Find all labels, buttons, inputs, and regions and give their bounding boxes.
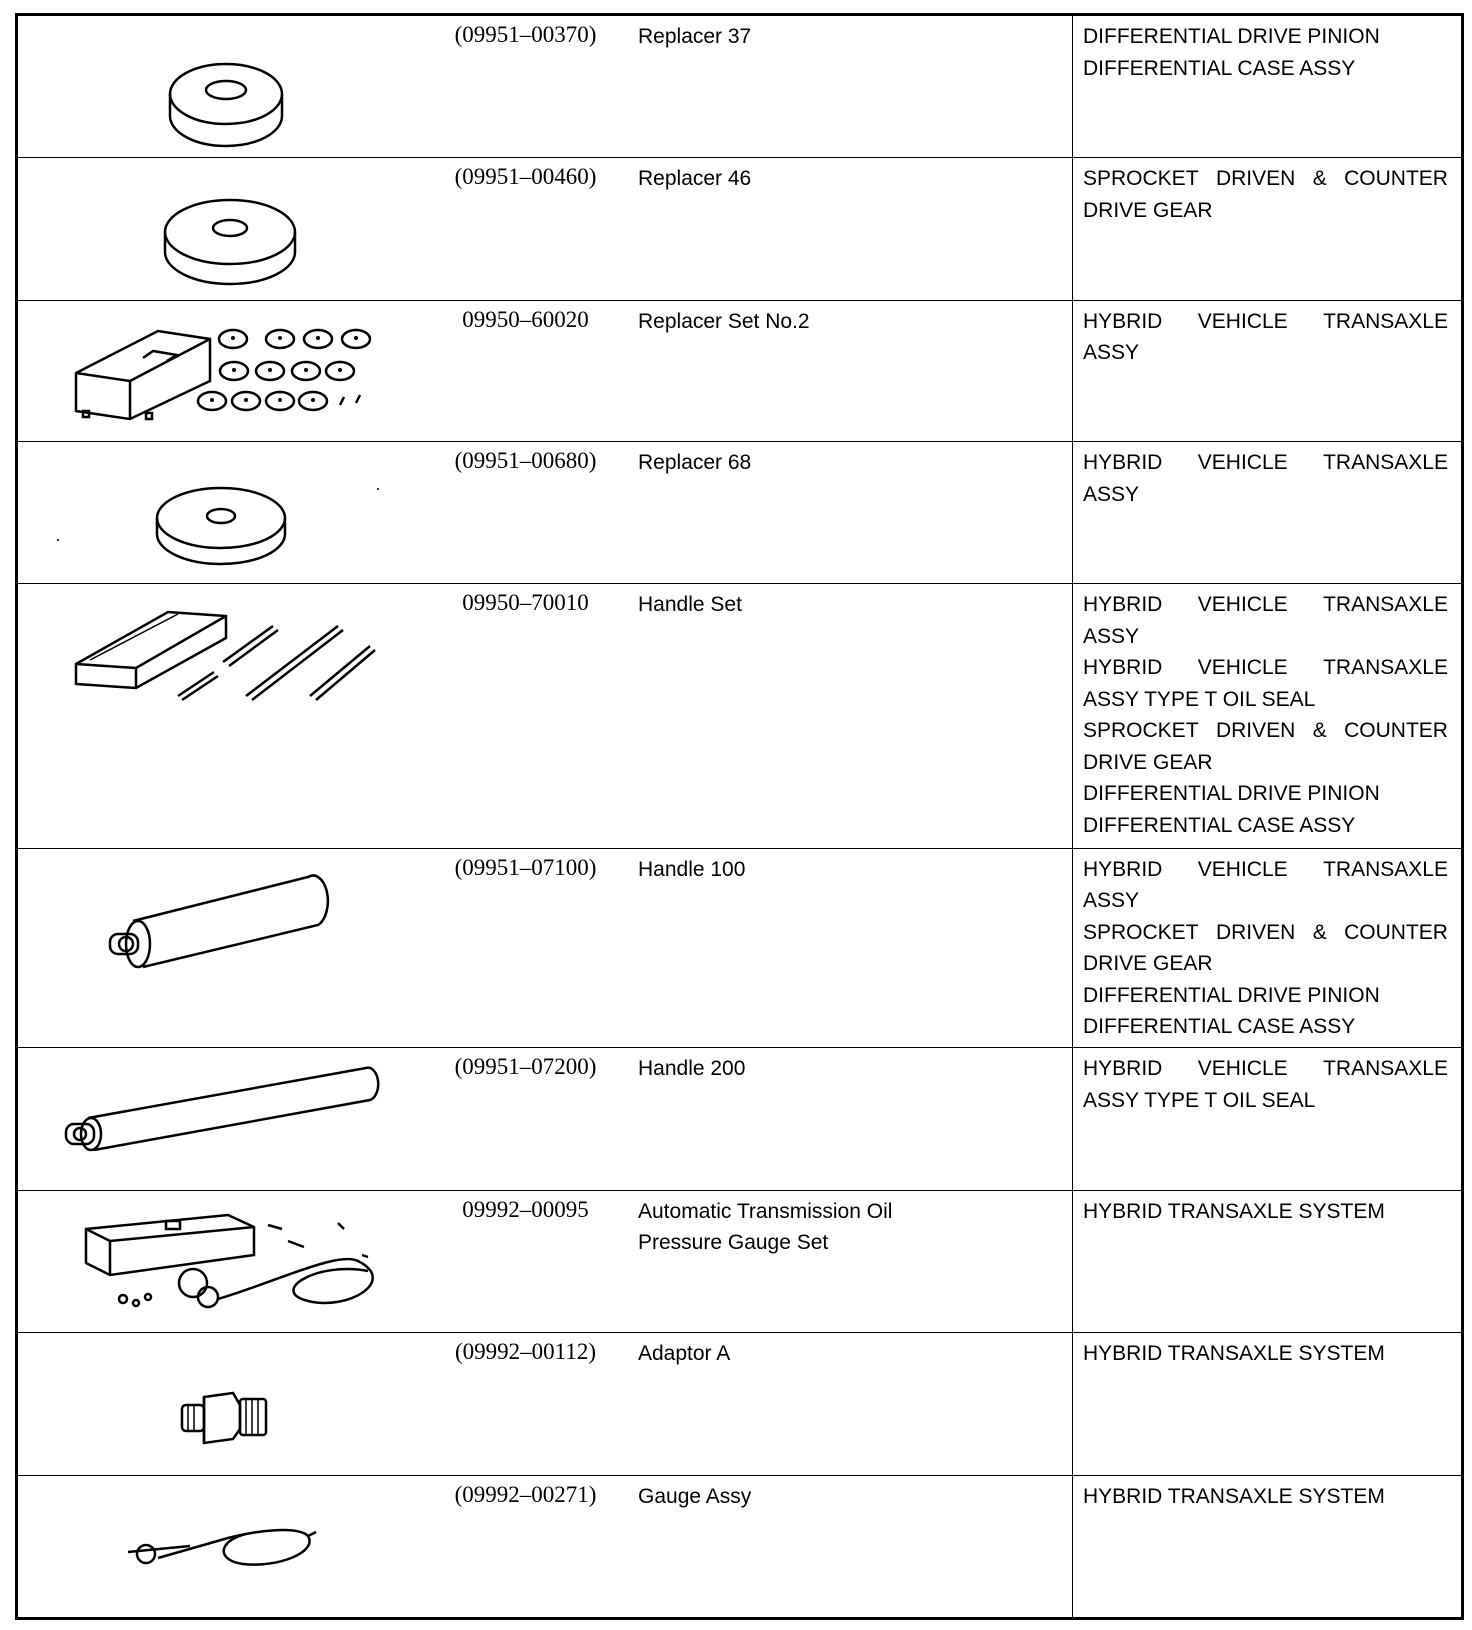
usage-word: ASSY TYPE T OIL SEAL <box>1083 687 1316 711</box>
usage-line <box>1083 195 1448 227</box>
usage-word: ASSY <box>1083 889 1140 913</box>
tool-cell <box>17 848 1073 1048</box>
tool-cell <box>17 1333 1073 1475</box>
usage-word: COUNTER <box>1344 719 1448 743</box>
usage-word: VEHICLE <box>1197 451 1288 475</box>
usage-word: HYBRID TRANSAXLE SYSTEM <box>1083 1342 1385 1366</box>
usage-cell <box>1073 1333 1463 1475</box>
usage-list <box>1073 158 1461 226</box>
handle-long-icon <box>18 1048 433 1189</box>
usage-word: DRIVEN <box>1215 719 1296 743</box>
special-service-tools-table <box>15 13 1464 1620</box>
usage-cell <box>1073 1190 1463 1332</box>
usage-word: VEHICLE <box>1197 1057 1288 1081</box>
usage-list <box>1073 442 1461 510</box>
usage-word: DIFFERENTIAL CASE ASSY <box>1083 56 1356 80</box>
usage-word: DRIVEN <box>1215 167 1296 191</box>
usage-line <box>1083 337 1448 369</box>
tool-cell <box>17 1048 1073 1190</box>
usage-word: DRIVE GEAR <box>1083 198 1213 222</box>
usage-line <box>1083 1481 1448 1513</box>
table-body <box>17 15 1463 1619</box>
tool-name <box>638 589 1058 620</box>
table-row <box>17 300 1463 441</box>
usage-cell <box>1073 442 1463 584</box>
tool-cell <box>17 158 1073 300</box>
usage-word: VEHICLE <box>1197 593 1288 617</box>
replacer-disc-icon <box>18 16 433 157</box>
gauge-hose-icon <box>18 1476 433 1618</box>
tool-name <box>638 1196 1058 1258</box>
usage-line <box>1083 1196 1448 1228</box>
table-row <box>17 1190 1463 1332</box>
usage-line <box>1083 715 1448 747</box>
part-number: 09950–70010 <box>462 590 589 616</box>
part-number: (09951–07100) <box>454 854 597 880</box>
usage-word: VEHICLE <box>1197 309 1288 333</box>
usage-line <box>1083 980 1448 1012</box>
table-row <box>17 848 1463 1048</box>
usage-line <box>1083 810 1448 842</box>
tool-name <box>638 163 1058 194</box>
usage-word: TRANSAXLE <box>1323 656 1448 680</box>
usage-word: DRIVE GEAR <box>1083 750 1213 774</box>
handle-short-icon <box>18 849 433 1048</box>
tool-name-line: Gauge Assy <box>638 1484 752 1508</box>
table-row <box>17 158 1463 300</box>
usage-line <box>1083 1053 1448 1085</box>
usage-list <box>1073 16 1461 84</box>
usage-line <box>1083 854 1448 886</box>
usage-word: COUNTER <box>1344 920 1448 944</box>
tool-cell <box>17 1190 1073 1332</box>
tool-name-line: Pressure Gauge Set <box>638 1230 829 1254</box>
usage-list <box>1073 1048 1461 1116</box>
usage-line <box>1083 747 1448 779</box>
usage-list <box>1073 1476 1461 1513</box>
usage-line <box>1083 652 1448 684</box>
usage-word: DIFFERENTIAL DRIVE PINION <box>1083 25 1380 48</box>
usage-word: & <box>1312 920 1327 944</box>
tool-name-line: Replacer 68 <box>638 451 752 475</box>
usage-cell <box>1073 1048 1463 1190</box>
usage-line <box>1083 53 1448 85</box>
tool-name-line: Replacer 46 <box>638 167 752 191</box>
tool-cell <box>17 584 1073 848</box>
usage-word: HYBRID <box>1083 656 1163 680</box>
usage-line <box>1083 1338 1448 1370</box>
usage-line <box>1083 1011 1448 1043</box>
tool-name <box>638 1338 1058 1369</box>
usage-word: SPROCKET <box>1083 719 1199 743</box>
usage-word: HYBRID <box>1083 309 1163 333</box>
usage-word: TRANSAXLE <box>1323 1057 1448 1081</box>
usage-line <box>1083 479 1448 511</box>
usage-word: TRANSAXLE <box>1323 451 1448 475</box>
usage-word: VEHICLE <box>1197 656 1288 680</box>
part-number: (09992–00271) <box>454 1481 597 1507</box>
part-number: (09951–00370) <box>454 22 597 47</box>
usage-cell <box>1073 1475 1463 1619</box>
table-row <box>17 1475 1463 1619</box>
usage-word: SPROCKET <box>1083 920 1199 944</box>
usage-word: HYBRID <box>1083 451 1163 475</box>
usage-word: TRANSAXLE <box>1323 857 1448 881</box>
tool-name-line: Handle 200 <box>638 1057 746 1081</box>
usage-list <box>1073 849 1461 1043</box>
usage-cell <box>1073 848 1463 1048</box>
usage-line <box>1083 1085 1448 1117</box>
usage-word: VEHICLE <box>1197 857 1288 881</box>
tool-name <box>638 306 1058 337</box>
usage-list <box>1073 584 1461 841</box>
tool-name <box>638 1481 1058 1512</box>
usage-word: HYBRID TRANSAXLE SYSTEM <box>1083 1484 1385 1508</box>
usage-line <box>1083 948 1448 980</box>
tool-name-line: Handle 100 <box>638 857 746 881</box>
tool-cell <box>17 1475 1073 1619</box>
usage-word: DRIVE GEAR <box>1083 952 1213 976</box>
usage-word: DRIVEN <box>1215 920 1296 944</box>
part-number: (09992–00112) <box>455 1339 596 1365</box>
usage-word: TRANSAXLE <box>1323 593 1448 617</box>
tool-name-line: Replacer Set No.2 <box>638 309 810 333</box>
table-row <box>17 442 1463 584</box>
usage-word: & <box>1312 719 1327 743</box>
replacer-disc-icon <box>18 158 433 299</box>
part-number: (09951–00460) <box>454 164 597 190</box>
part-number: 09992–00095 <box>462 1196 589 1222</box>
usage-word: SPROCKET <box>1083 167 1199 191</box>
tool-cell <box>17 15 1073 158</box>
table-row <box>17 1333 1463 1475</box>
tool-name <box>638 447 1058 478</box>
handle-set-case-icon <box>18 584 433 847</box>
replacer-set-case-icon <box>18 301 433 441</box>
tool-cell <box>17 442 1073 584</box>
usage-word: HYBRID <box>1083 593 1163 617</box>
usage-line <box>1083 306 1448 338</box>
tool-name <box>638 1053 1058 1084</box>
tool-name-line: Adaptor A <box>638 1342 731 1366</box>
usage-word: ASSY <box>1083 341 1140 365</box>
usage-word: DIFFERENTIAL DRIVE PINION <box>1083 782 1380 806</box>
usage-line <box>1083 589 1448 621</box>
usage-word: HYBRID <box>1083 1057 1163 1081</box>
tool-name-line: Automatic Transmission Oil <box>638 1199 893 1223</box>
usage-word: HYBRID TRANSAXLE SYSTEM <box>1083 1199 1385 1223</box>
table-row <box>17 15 1463 158</box>
usage-line <box>1083 21 1448 53</box>
usage-line <box>1083 885 1448 917</box>
usage-cell <box>1073 158 1463 300</box>
usage-word: DIFFERENTIAL DRIVE PINION <box>1083 983 1380 1007</box>
replacer-disc-flat-icon <box>18 442 433 583</box>
usage-list <box>1073 1333 1461 1370</box>
usage-word: HYBRID <box>1083 857 1163 881</box>
usage-word: DIFFERENTIAL CASE ASSY <box>1083 813 1356 837</box>
usage-word: COUNTER <box>1344 167 1448 191</box>
usage-line <box>1083 621 1448 653</box>
gauge-set-case-icon <box>18 1191 433 1332</box>
tool-name-line: Replacer 37 <box>638 25 752 48</box>
part-number: (09951–00680) <box>454 448 597 474</box>
usage-word: ASSY <box>1083 624 1140 648</box>
usage-cell <box>1073 300 1463 441</box>
tool-name-line: Handle Set <box>638 593 742 617</box>
part-number: 09950–60020 <box>462 306 589 332</box>
usage-line <box>1083 447 1448 479</box>
usage-line <box>1083 684 1448 716</box>
part-number: (09951–07200) <box>454 1054 597 1080</box>
tool-name <box>638 21 1058 52</box>
tool-cell <box>17 300 1073 441</box>
usage-word: DIFFERENTIAL CASE ASSY <box>1083 1015 1356 1039</box>
tool-name <box>638 854 1058 885</box>
usage-cell <box>1073 15 1463 158</box>
usage-word: ASSY TYPE T OIL SEAL <box>1083 1088 1316 1112</box>
usage-cell <box>1073 584 1463 848</box>
usage-list <box>1073 301 1461 369</box>
adaptor-fitting-icon <box>18 1333 433 1474</box>
usage-word: TRANSAXLE <box>1323 309 1448 333</box>
usage-word: ASSY <box>1083 482 1140 506</box>
table-row <box>17 584 1463 848</box>
usage-line <box>1083 163 1448 195</box>
usage-line <box>1083 917 1448 949</box>
usage-list <box>1073 1191 1461 1228</box>
table-row <box>17 1048 1463 1190</box>
usage-word: & <box>1312 167 1327 191</box>
usage-line <box>1083 778 1448 810</box>
